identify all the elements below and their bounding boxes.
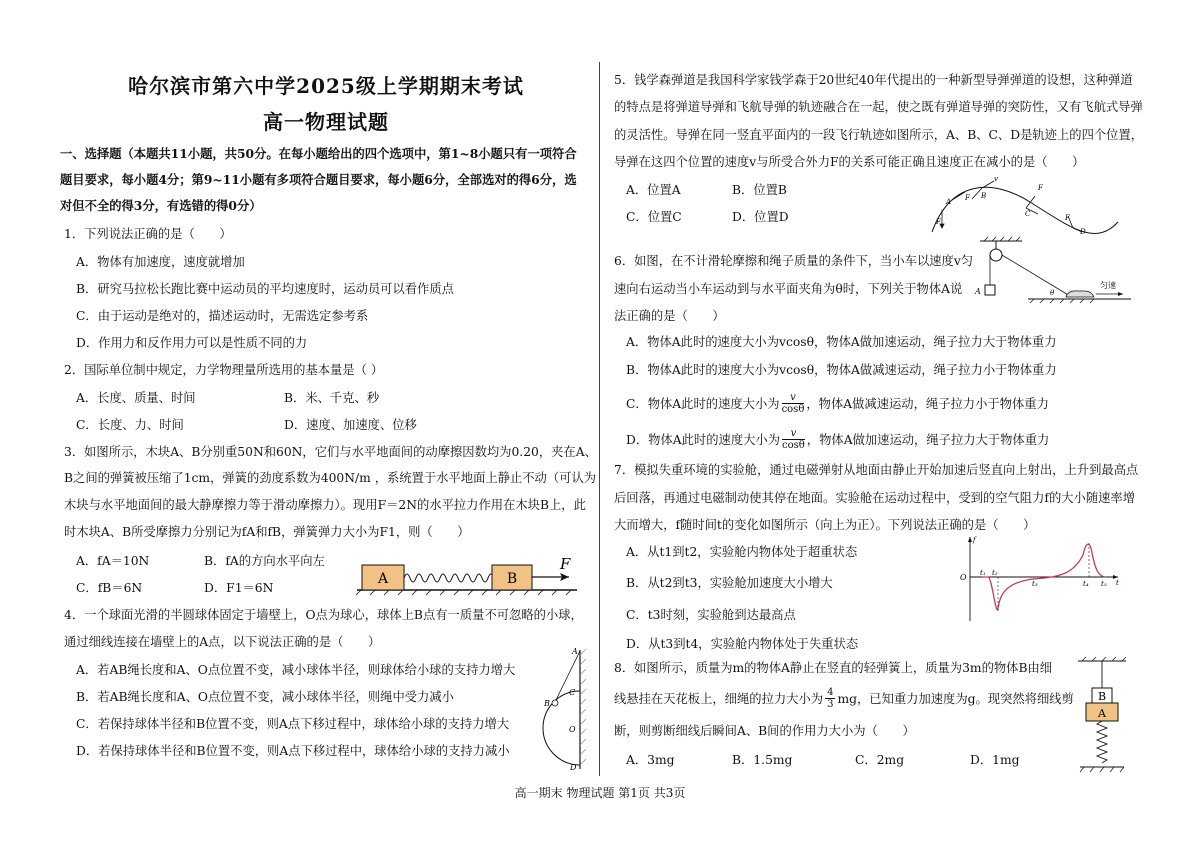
block-a-label: A	[1098, 707, 1106, 720]
q6-d-denominator: cosθ	[782, 439, 805, 451]
exam-subtitle: 高一物理试题	[263, 110, 389, 134]
q2-option-c: C．长度、力、时间	[76, 418, 184, 432]
q3-option-d: D．F1＝6N	[204, 581, 274, 595]
svg-text:F: F	[965, 194, 970, 202]
svg-text:t₃: t₃	[1032, 580, 1038, 588]
q8-option-a: A．3mg	[626, 753, 675, 767]
q7-line-1: 7．模拟失重环境的实验舱，通过电磁弹射从地面由静止开始加速后竖直向上射出，上升到最高点	[614, 463, 1139, 477]
q7-option-c: C．t3时刻，实验舱到达最高点	[626, 608, 796, 622]
section-header	[60, 141, 577, 219]
svg-text:F: F	[1038, 184, 1043, 192]
q5-line-4: 导弹在这四个位置的速度v与所受合外力F的关系可能正确且速度正在减小的是（ ）	[614, 155, 1085, 169]
svg-text:v: v	[994, 175, 998, 183]
block-b-label: B	[506, 571, 518, 587]
q8-option-c: C．2mg	[855, 753, 905, 767]
spring	[1097, 721, 1107, 763]
q6-option-c-fraction	[782, 392, 805, 415]
q8-line-3: 断，则剪断细线后瞬间A、B间的作用力大小为（ ）	[614, 724, 915, 738]
q7-option-a: A．从t1到t2，实验舱内物体处于超重状态	[626, 545, 858, 559]
q6-line-2: 速向右运动当小车运动到与水平面夹角为θ时，下列关于物体A说	[614, 282, 963, 296]
q6-line-1: 6．如图，在不计滑轮摩擦和绳子质量的条件下，当小车以速度v匀	[614, 254, 974, 268]
pulley	[990, 249, 1002, 261]
q6-option-c-suffix: ，物体A做减速运动，绳子拉力小于物体重力	[806, 397, 1049, 411]
q6-option-c	[626, 388, 1049, 418]
q6-option-c-prefix: C．物体A此时的速度大小为	[626, 397, 780, 411]
q8-line-2-suffix: mg，已知重力加速度为g。现突然将细线剪	[837, 692, 1074, 706]
section-line-3: 对但不全的得3分，有选错的得0分）	[60, 198, 262, 213]
q5-trajectory-figure	[920, 172, 1125, 237]
q7-option-d: D．从t3到t4，实验舱内物体处于失重状态	[626, 637, 859, 651]
q8-figure	[1072, 656, 1132, 774]
q6-option-d-prefix: D．物体A此时的速度大小为	[626, 433, 781, 447]
svg-text:t₄: t₄	[1083, 580, 1089, 588]
q8-option-b: B．1.5mg	[732, 753, 793, 767]
svg-text:A: A	[975, 287, 981, 296]
q6-d-numerator: v	[790, 427, 797, 439]
q6-c-denominator: cosθ	[781, 403, 805, 415]
q4-option-b: B．若AB绳长度和A、O点位置不变，减小球体半径，则绳中受力减小	[76, 690, 454, 704]
q3-option-c: C．fB＝6N	[76, 581, 143, 595]
block-b-label: B	[1097, 690, 1107, 703]
q5-option-c: C．位置C	[626, 210, 682, 224]
point-a-label: A	[572, 647, 578, 656]
q8-line-1: 8．如图所示，质量为m的物体A静止在竖直的轻弹簧上，质量为3m的物体B由细	[614, 661, 1053, 675]
q7-graph	[958, 533, 1123, 625]
svg-text:f: f	[973, 536, 976, 544]
q8-fraction	[825, 687, 835, 710]
block-a	[985, 285, 995, 295]
q1-option-c: C．由于运动是绝对的，描述运动时，无需选定参考系	[76, 309, 369, 323]
q5-option-b: B．位置B	[732, 183, 787, 197]
q3-line-3: 木块与水平地面间的最大静摩擦力等于滑动摩擦力）。现用F＝2N的水平拉力作用在木块B上，此	[64, 498, 586, 512]
section-line-1: 一、选择题（本题共11小题，共50分。在每小题给出的四个选项中，第1~8小题只有一项符合	[60, 146, 577, 161]
small-ball	[552, 700, 558, 706]
q2-option-d: D．速度、加速度、位移	[284, 418, 417, 432]
q6-c-numerator: v	[790, 391, 796, 403]
q5-line-3: 的灵活性。导弹在同一竖直平面内的一段飞行轨迹如图所示，A、B、C、D是轨迹上的四个位置，	[614, 128, 1144, 142]
q6-option-d-suffix: ，物体A做加速运动，绳子拉力大于物体重力	[806, 433, 1050, 447]
q3-figure	[355, 555, 585, 595]
q4-option-a: A．若AB绳长度和A、O点位置不变，减小球体半径，则球体给小球的支持力增大	[76, 663, 516, 677]
svg-text:t₂: t₂	[992, 569, 998, 577]
svg-text:t₁: t₁	[980, 569, 986, 577]
q1-option-d: D．作用力和反作用力可以是性质不同的力	[76, 336, 308, 350]
block-a-label: A	[377, 571, 389, 587]
q7-line-2: 后回落，再通过电磁制动使其停在地面。实验舱在运动过程中，受到的空气阻力f的大小随速率增	[614, 491, 1136, 505]
svg-text:θ: θ	[1050, 289, 1055, 297]
section-line-2: 题目要求，每小题4分；第9~11小题有多项符合题目要求，每小题6分，全部选对的得6分，选	[60, 172, 577, 187]
q2-option-b: B．米、千克、秒	[284, 391, 380, 405]
force-f-label: F	[560, 555, 571, 573]
svg-text:t₅: t₅	[1101, 580, 1107, 588]
q8-line-2-prefix: 线悬挂在天花板上，细绳的拉力大小为	[614, 692, 824, 706]
q4-figure	[525, 645, 590, 773]
q3-line-2: B之间的弹簧被压缩了1cm，弹簧的劲度系数为400N/m ，系统置于水平地面上静止不动（可认为	[64, 471, 597, 485]
q4-option-d: D．若保持球体半径和B位置不变，则A点下移过程中，球体给小球的支持力减小	[76, 744, 510, 758]
q5-line-2: 的特点是将弹道导弹和飞航导弹的轨迹融合在一起，使之既有弹道导弹的突防性，又有飞航式导弹	[614, 100, 1143, 114]
q5-option-d: D．位置D	[732, 210, 789, 224]
q1-option-a: A．物体有加速度，速度就增加	[76, 255, 245, 269]
point-b-label: B	[544, 699, 550, 708]
q5-option-a: A．位置A	[626, 183, 681, 197]
q4-option-c: C．若保持球体半径和B位置不变，则A点下移过程中，球体给小球的支持力增大	[76, 717, 510, 731]
column-divider	[599, 62, 600, 776]
q4-line-1: 4．一个球面光滑的半圆球体固定于墙壁上，O点为球心，球体上B点有一质量不可忽略的小球，	[64, 608, 583, 622]
q6-option-b: B．物体A此时的速度大小为vcosθ，物体A做减速运动，绳子拉力小于物体重力	[626, 363, 1057, 377]
q1-stem: 1．下列说法正确的是（ ）	[64, 227, 232, 241]
q3-option-b: B．fA的方向水平向左	[204, 554, 325, 568]
q3-option-a: A．fA＝10N	[76, 554, 150, 568]
q8-line-2	[614, 683, 1074, 713]
q3-line-4: 时木块A、B所受摩擦力分别记为fA和fB，弹簧弹力大小为F1，则（ ）	[64, 525, 470, 539]
q2-option-a: A．长度、质量、时间	[76, 391, 196, 405]
q4-line-2: 通过细线连接在墙壁上的A点，以下说法正确的是（ ）	[64, 635, 381, 649]
car	[1066, 291, 1094, 297]
svg-text:C: C	[1025, 210, 1031, 218]
q7-option-b: B．从t2到t3，实验舱加速度大小增大	[626, 576, 833, 590]
q6-option-a: A．物体A此时的速度大小为vcosθ，物体A做加速运动，绳子拉力大于物体重力	[626, 335, 1057, 349]
exam-title: 哈尔滨市第六中学2025级上学期期末考试	[128, 74, 524, 98]
uniform-speed-label: 匀速	[1100, 281, 1116, 290]
q6-option-d	[626, 424, 1049, 454]
svg-text:F: F	[936, 218, 941, 226]
q8-denominator: 3	[827, 698, 834, 710]
svg-text:t: t	[1116, 579, 1119, 587]
q5-line-1: 5．钱学森弹道是我国科学家钱学森于20世纪40年代提出的一种新型导弹弹道的设想，这种弹道	[614, 73, 1133, 87]
q8-numerator: 4	[827, 686, 834, 698]
q6-pulley-figure	[975, 237, 1133, 305]
svg-text:F: F	[1065, 214, 1070, 222]
q3-line-1: 3．如图所示，木块A、B分别重50N和60N，它们与水平地面间的动摩擦因数均为0.20，夹在A、	[64, 445, 597, 459]
point-c-label: C	[569, 688, 576, 697]
q6-line-3: 法正确的是（ ）	[614, 309, 725, 323]
svg-text:A: A	[946, 198, 952, 206]
point-o-label: O	[569, 725, 576, 734]
q2-stem: 2．国际单位制中规定，力学物理量所选用的基本量是（ ）	[64, 363, 384, 377]
q8-option-d: D．1mg	[970, 753, 1020, 767]
page-footer: 高一期末 物理试题 第1页 共3页	[514, 786, 686, 800]
q7-line-3: 大而增大，f随时间t的变化如图所示（向上为正）。下列说法正确的是（ ）	[614, 518, 1036, 532]
q1-option-b: B．研究马拉松长跑比赛中运动员的平均速度时，运动员可以看作质点	[76, 282, 454, 296]
q6-option-d-fraction	[782, 428, 805, 451]
svg-text:D: D	[1080, 228, 1086, 236]
svg-text:B: B	[981, 192, 987, 200]
svg-text:O: O	[960, 573, 967, 582]
point-d-label: D	[570, 763, 577, 772]
